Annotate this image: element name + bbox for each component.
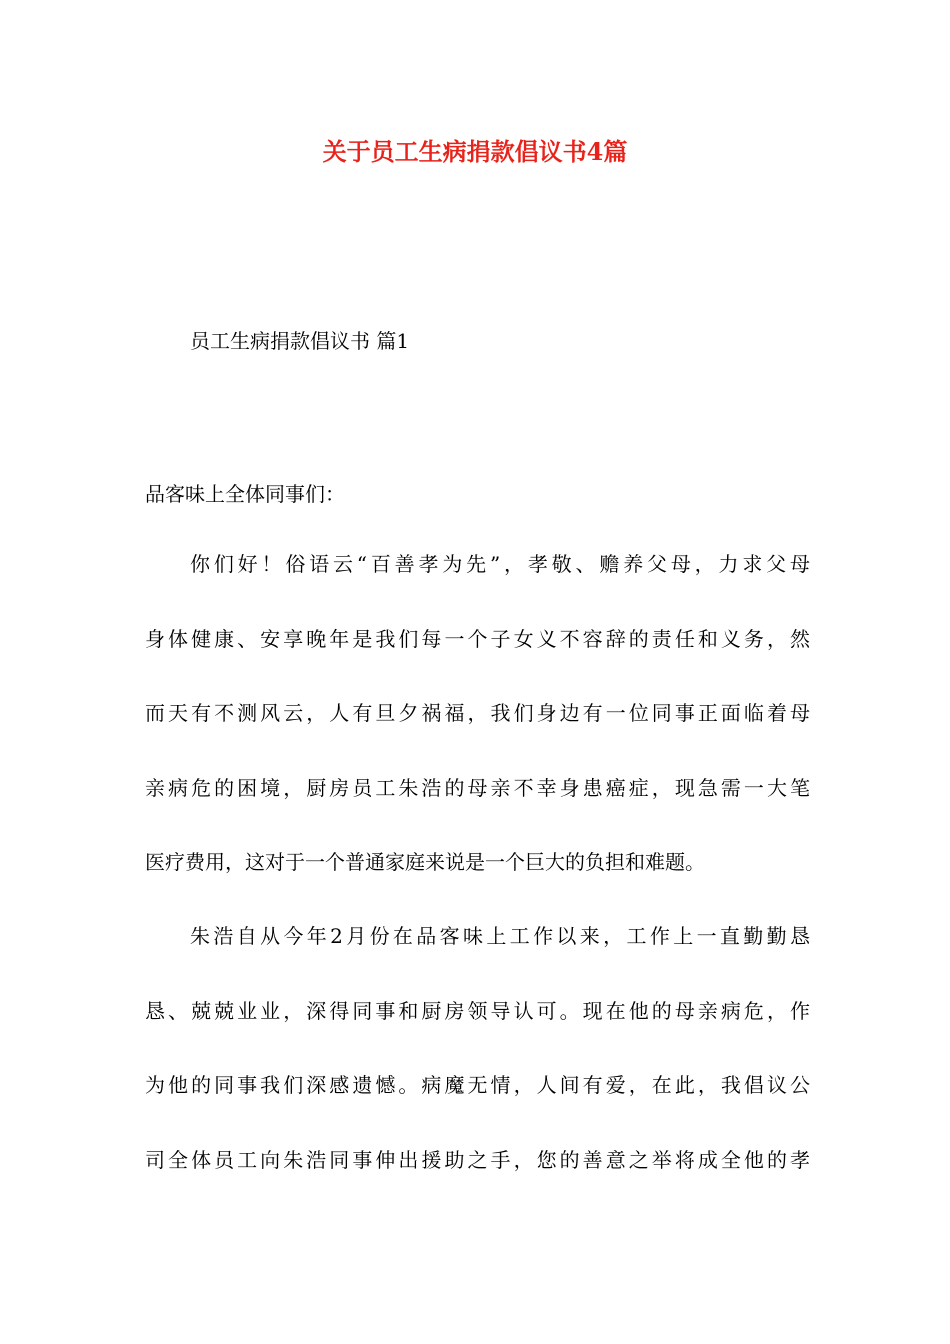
paragraph-2 bbox=[145, 918, 810, 1216]
salutation: 品客味上全体同事们： bbox=[145, 482, 345, 506]
paragraph-line: 为他的同事我们深感遗憾。病魔无情，人间有爱，在此，我倡议公 bbox=[145, 1073, 810, 1097]
paragraph-line: 恳、兢兢业业，深得同事和厨房领导认可。现在他的母亲病危，作 bbox=[145, 998, 810, 1023]
paragraph-line: 司全体员工向朱浩同事伸出援助之手，您的善意之举将成全他的孝 bbox=[145, 1147, 810, 1172]
paragraph-line: 你们好！俗语云“百善孝为先”，孝敬、赡养父母，力求父母 bbox=[190, 552, 810, 576]
paragraph-line: 身体健康、安享晚年是我们每一个子女义不容辞的责任和义务，然 bbox=[145, 626, 810, 651]
paragraph-line: 医疗费用，这对于一个普通家庭来说是一个巨大的负担和难题。 bbox=[145, 850, 705, 874]
paragraph-line: 朱浩自从今年2月份在品客味上工作以来，工作上一直勤勤恳 bbox=[190, 924, 810, 948]
document-title: 关于员工生病捐款倡议书4篇 bbox=[322, 137, 628, 166]
paragraph-line: 亲病危的困境，厨房员工朱浩的母亲不幸身患癌症，现急需一大笔 bbox=[145, 775, 810, 800]
paragraph-line: 而天有不测风云，人有旦夕祸福，我们身边有一位同事正面临着母 bbox=[145, 701, 810, 725]
paragraph-1 bbox=[145, 546, 810, 919]
section-heading: 员工生病捐款倡议书 篇1 bbox=[190, 329, 410, 353]
